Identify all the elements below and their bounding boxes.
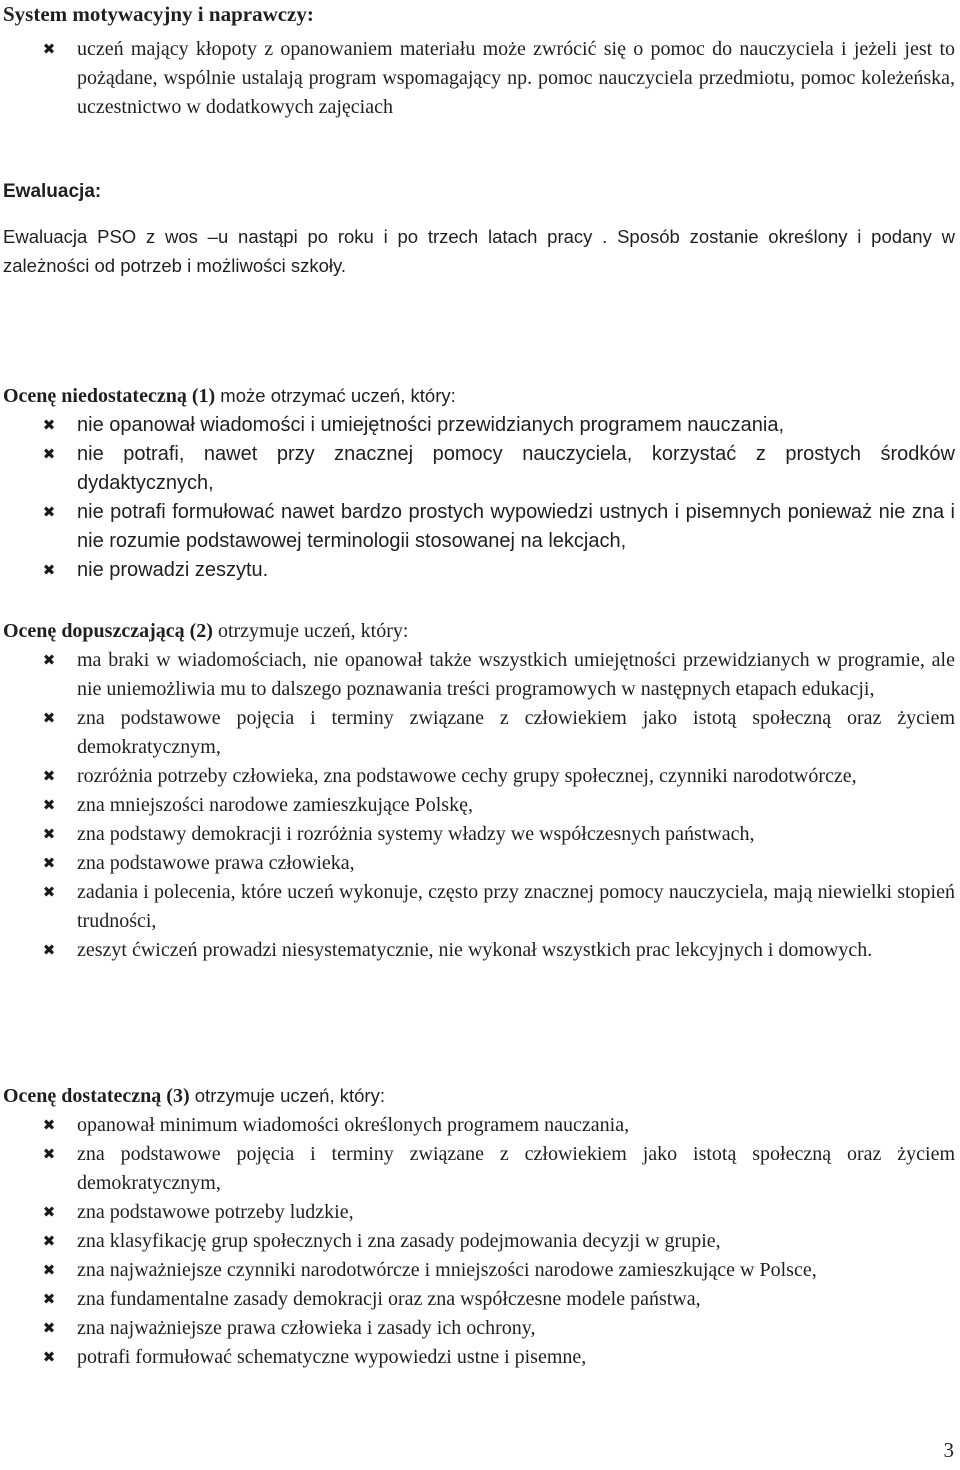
list-item: ✖ nie potrafi, nawet przy znacznej pomocy nauczyciela, korzystać z prostych środków dydaktycznych, <box>3 440 955 498</box>
section-grade-2 <box>3 617 955 965</box>
grade-1-heading: Ocenę niedostateczną (1) może otrzymać uczeń, który: <box>3 385 456 407</box>
cross-mark-icon: ✖ <box>42 1203 56 1221</box>
list-item: ✖ zna podstawowe prawa człowieka, <box>3 849 955 878</box>
section-motivation <box>3 0 955 122</box>
cross-mark-icon: ✖ <box>42 1232 56 1250</box>
list-item: ✖ zna fundamentalne zasady demokracji oraz zna współczesne modele państwa, <box>3 1285 955 1314</box>
cross-mark-icon: ✖ <box>42 561 56 579</box>
list-item: ✖ zna podstawowe potrzeby ludzkie, <box>3 1198 955 1227</box>
cross-mark-icon: ✖ <box>42 883 56 901</box>
list-item: ✖ ma braki w wiadomościach, nie opanował także wszystkich umiejętności przewidzianych w programie, ale nie uniemożliwia mu to dalszego poznawania treści programowych w następnych etapach edukacji, <box>3 646 955 704</box>
list-item: ✖ zna najważniejsze prawa człowieka i zasady ich ochrony, <box>3 1314 955 1343</box>
list-item: ✖ zna mniejszości narodowe zamieszkujące Polskę, <box>3 791 955 820</box>
list-item: ✖ potrafi formułować schematyczne wypowiedzi ustne i pisemne, <box>3 1343 955 1372</box>
cross-mark-icon: ✖ <box>42 1348 56 1366</box>
grade-2-heading: Ocenę dopuszczającą (2) otrzymuje uczeń, który: <box>3 620 409 642</box>
cross-mark-icon: ✖ <box>42 709 56 727</box>
list-item: ✖ zna klasyfikację grup społecznych i zna zasady podejmowania decyzji w grupie, <box>3 1227 955 1256</box>
list-item: ✖ nie potrafi formułować nawet bardzo prostych wypowiedzi ustnych i pisemnych ponieważ nie zna i nie rozumie podstawowej terminologii stosowanej na lekcjach, <box>3 498 955 556</box>
list-item: ✖ nie prowadzi zeszytu. <box>3 556 955 585</box>
page-number: 3 <box>943 1438 954 1462</box>
cross-mark-icon: ✖ <box>42 767 56 785</box>
list-item: ✖ zna podstawowe pojęcia i terminy związane z człowiekiem jako istotą społeczną oraz życiem demokratycznym, <box>3 704 955 762</box>
cross-mark-icon: ✖ <box>42 1145 56 1163</box>
list-item: ✖ opanował minimum wiadomości określonych programem nauczania, <box>3 1111 955 1140</box>
section-grade-1 <box>3 381 955 585</box>
list-item: ✖ zadania i polecenia, które uczeń wykonuje, często przy znacznej pomocy nauczyciela, mają niewielki stopień trudności, <box>3 878 955 936</box>
list-item: ✖ zeszyt ćwiczeń prowadzi niesystematycznie, nie wykonał wszystkich prac lekcyjnych i domowych. <box>3 936 955 965</box>
list-item: ✖ zna najważniejsze czynniki narodotwórcze i mniejszości narodowe zamieszkujące w Polsce, <box>3 1256 955 1285</box>
cross-mark-icon: ✖ <box>42 503 56 521</box>
cross-mark-icon: ✖ <box>42 1290 56 1308</box>
section-evaluation <box>3 177 955 280</box>
grade-2-list <box>3 646 955 965</box>
grade-1-list <box>3 411 955 585</box>
list-item: ✖ zna podstawy demokracji i rozróżnia systemy władzy we współczesnych państwach, <box>3 820 955 849</box>
cross-mark-icon: ✖ <box>42 445 56 463</box>
cross-mark-icon: ✖ <box>42 854 56 872</box>
heading-motivation: System motywacyjny i naprawczy: <box>3 2 314 26</box>
grade-3-list <box>3 1111 955 1372</box>
heading-evaluation: Ewaluacja: <box>3 181 102 202</box>
list-item: ✖ uczeń mający kłopoty z opanowaniem materiału może zwrócić się o pomoc do nauczyciela i jeżeli jest to pożądane, wspólnie ustalają program wspomagający np. pomoc nauczyciela przedmiotu, pomoc koleżeńska, uczestnictwo w dodatkowych zajęciach <box>3 35 955 122</box>
cross-mark-icon: ✖ <box>42 651 56 669</box>
list-item: ✖ nie opanował wiadomości i umiejętności przewidzianych programem nauczania, <box>3 411 955 440</box>
evaluation-text: Ewaluacja PSO z wos –u nastąpi po roku i po trzech latach pracy . Sposób zostanie określony i podany w zależności od potrzeb i możliwości szkoły. <box>3 226 955 276</box>
cross-mark-icon: ✖ <box>42 825 56 843</box>
motivation-list <box>3 35 955 122</box>
grade-3-heading: Ocenę dostateczną (3) otrzymuje uczeń, który: <box>3 1085 385 1107</box>
list-item: ✖ rozróżnia potrzeby człowieka, zna podstawowe cechy grupy społecznej, czynniki narodotwórcze, <box>3 762 955 791</box>
cross-mark-icon: ✖ <box>42 1261 56 1279</box>
section-grade-3 <box>3 1081 955 1372</box>
cross-mark-icon: ✖ <box>42 416 56 434</box>
cross-mark-icon: ✖ <box>42 40 56 58</box>
cross-mark-icon: ✖ <box>42 941 56 959</box>
cross-mark-icon: ✖ <box>42 796 56 814</box>
cross-mark-icon: ✖ <box>42 1319 56 1337</box>
cross-mark-icon: ✖ <box>42 1116 56 1134</box>
list-item: ✖ zna podstawowe pojęcia i terminy związane z człowiekiem jako istotą społeczną oraz życiem demokratycznym, <box>3 1140 955 1198</box>
